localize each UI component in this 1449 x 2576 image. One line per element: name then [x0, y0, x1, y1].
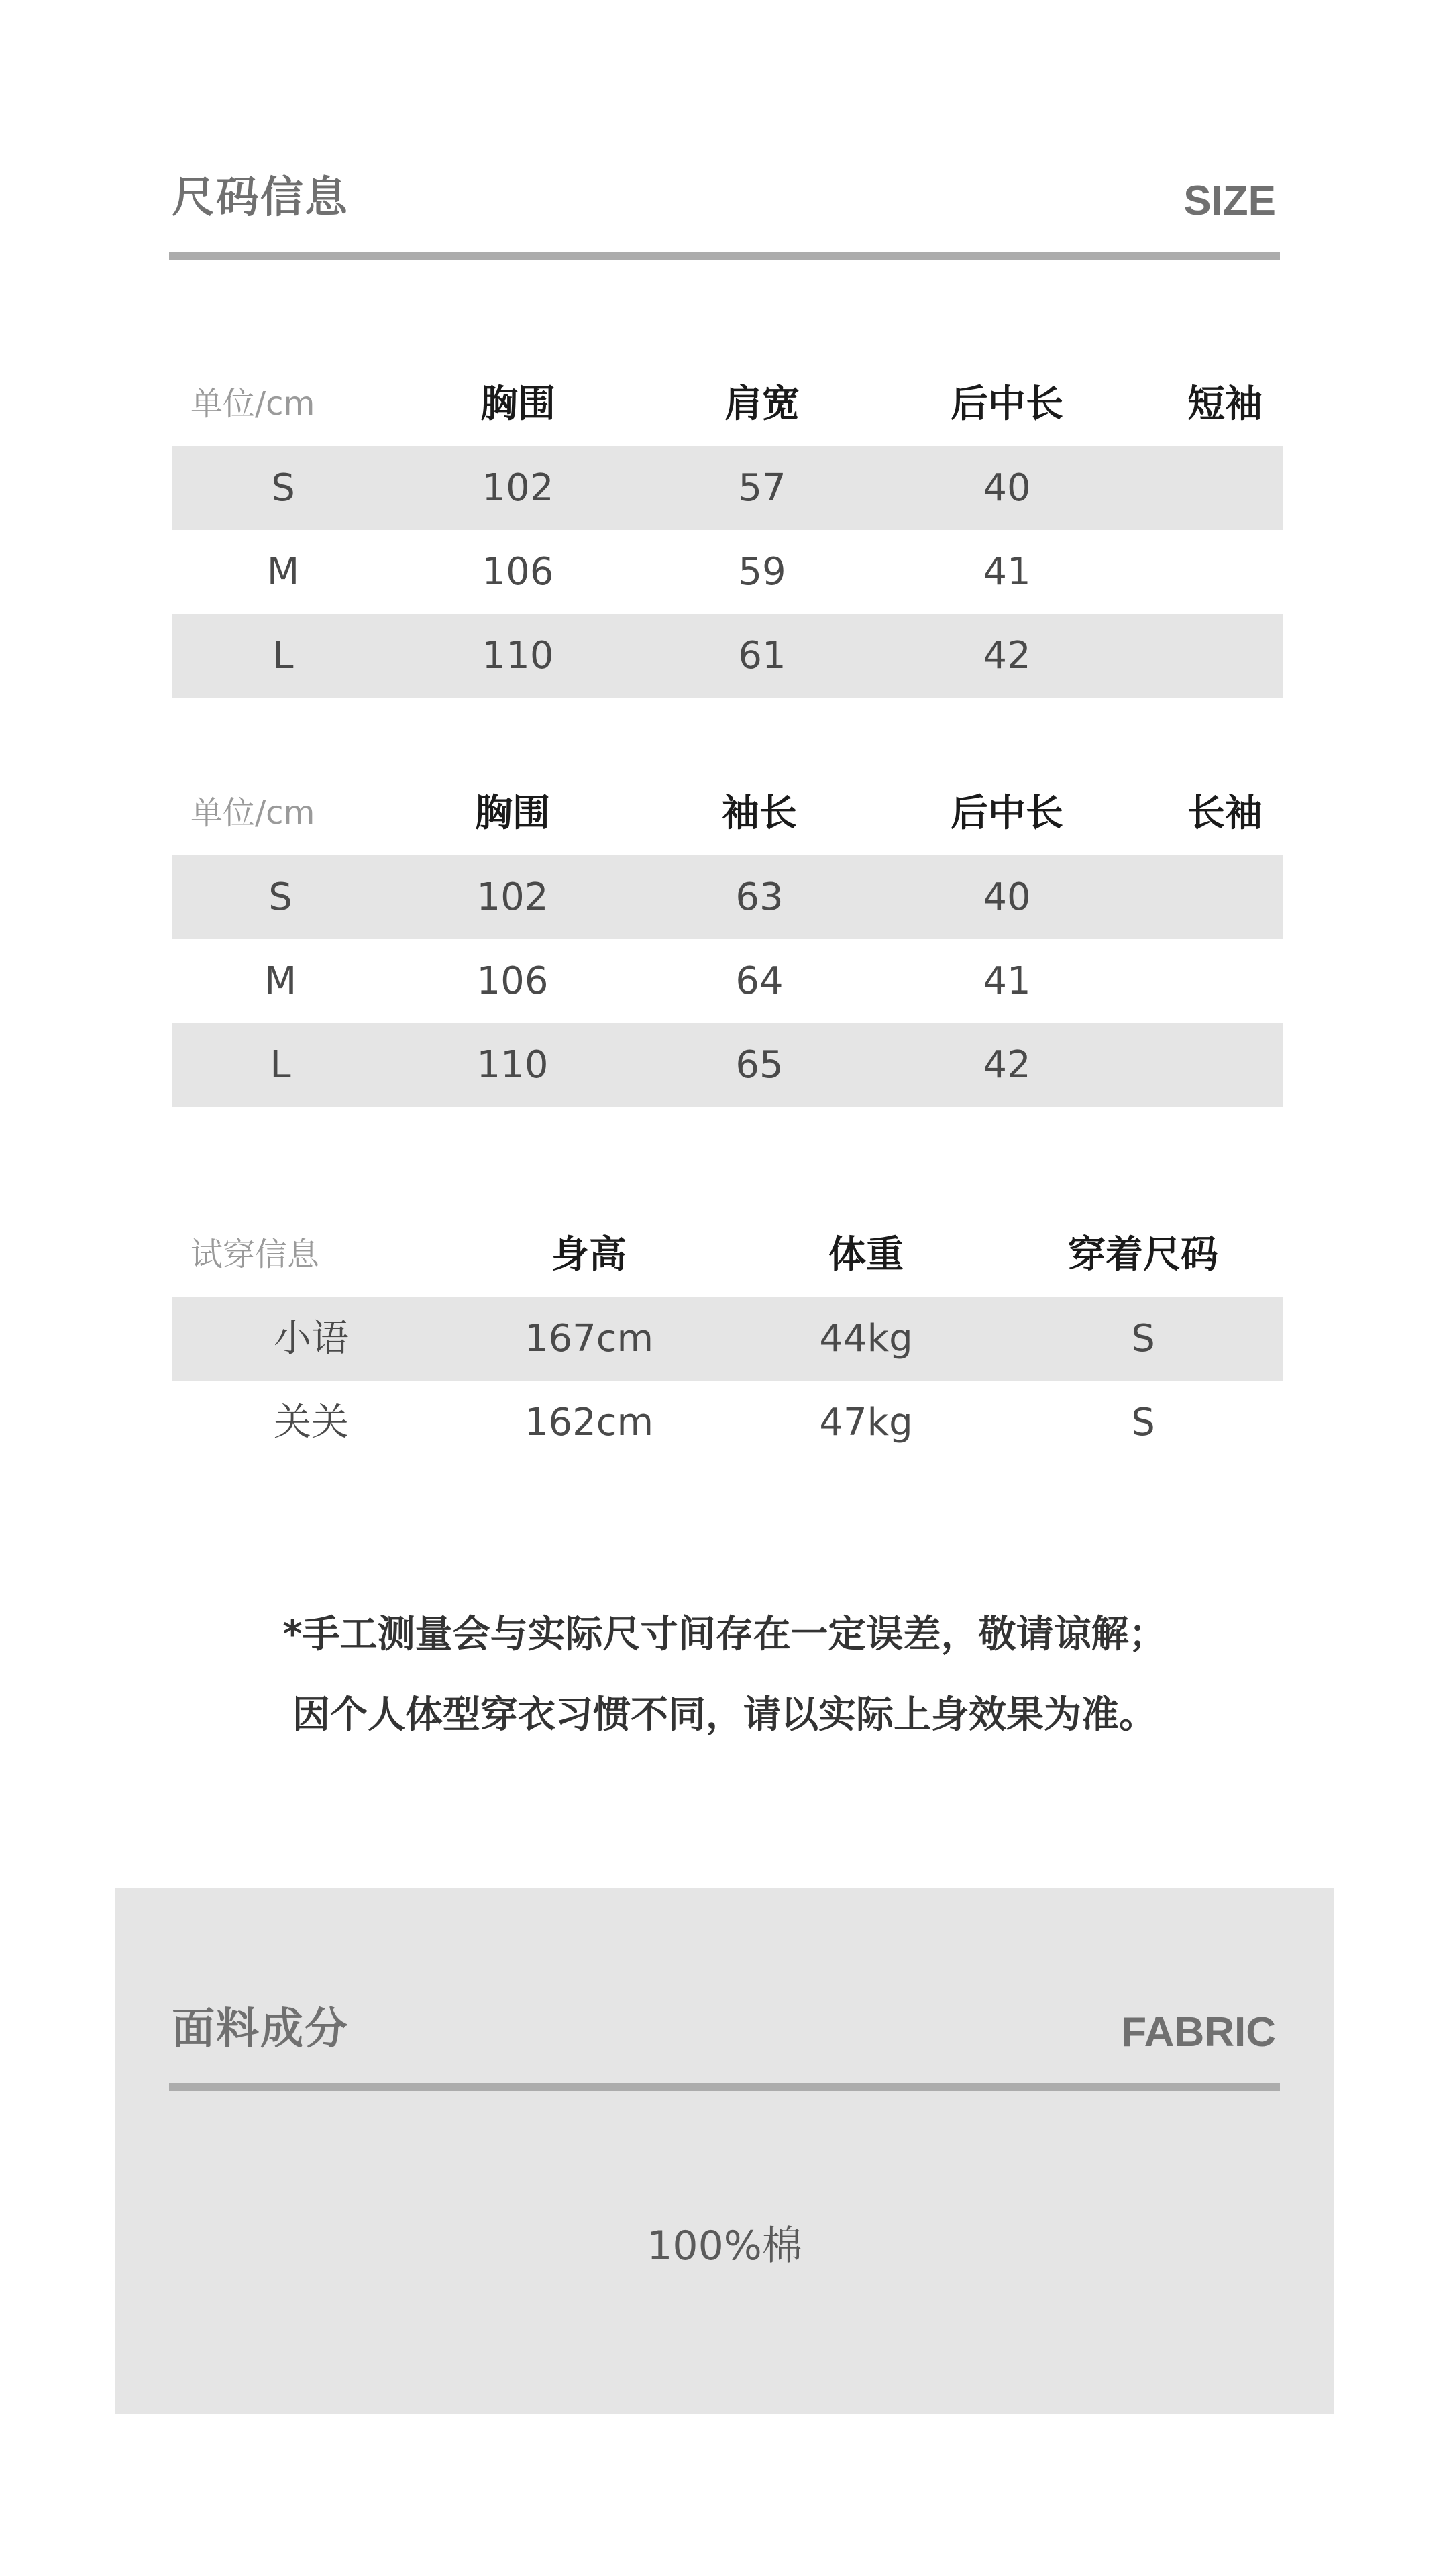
header-weight: 体重: [828, 1233, 904, 1277]
table-row: [172, 1381, 1283, 1464]
length-cell: 41: [983, 550, 1031, 594]
fabric-composition: 100%棉: [647, 2222, 802, 2269]
size-title-cn: 尺码信息: [172, 173, 349, 223]
chest-cell: 110: [476, 1043, 549, 1087]
chest-cell: 106: [476, 959, 549, 1003]
fabric-title-cn: 面料成分: [172, 2004, 349, 2054]
weight-cell: 47kg: [819, 1401, 913, 1444]
chest-cell: 110: [482, 634, 554, 678]
fitting-label: 试穿信息: [191, 1236, 320, 1273]
short-sleeve-size-table: [172, 362, 1283, 698]
table-row: [172, 530, 1283, 614]
height-cell: 162cm: [524, 1401, 654, 1444]
measurement-note-line1: *手工测量会与实际尺寸间存在一定误差，敬请谅解；: [282, 1613, 1167, 1656]
size-cell: M: [264, 959, 297, 1003]
worn-size-cell: S: [1131, 1401, 1155, 1444]
size-cell: S: [271, 466, 295, 510]
header-height: 身高: [551, 1233, 627, 1277]
table-row: [172, 1023, 1283, 1107]
sleeve-cell: 64: [735, 959, 784, 1003]
size-section-header: [169, 173, 1280, 260]
header-length: 后中长: [951, 792, 1063, 835]
table-row: [172, 939, 1283, 1023]
table-header-row: [172, 362, 1283, 446]
table-row: [172, 614, 1283, 698]
fabric-title-en: FABRIC: [1121, 2009, 1276, 2055]
long-sleeve-size-table: [172, 771, 1283, 1107]
header-shoulder: 肩宽: [724, 382, 800, 426]
unit-label: 单位/cm: [191, 794, 315, 832]
length-cell: 40: [983, 466, 1031, 510]
header-length: 后中长: [951, 382, 1063, 426]
length-cell: 40: [983, 875, 1031, 919]
measurement-note-line2: 因个人体型穿衣习惯不同，请以实际上身效果为准。: [292, 1693, 1157, 1737]
model-name-cell: 关关: [274, 1401, 349, 1444]
fabric-panel: [115, 1888, 1334, 2414]
table-header-row: [172, 1213, 1283, 1297]
header-chest: 胸围: [480, 382, 555, 426]
sleeve-cell: 63: [735, 875, 784, 919]
length-cell: 42: [983, 634, 1031, 678]
size-cell: L: [270, 1043, 291, 1087]
weight-cell: 44kg: [819, 1317, 913, 1360]
chest-cell: 102: [482, 466, 554, 510]
shoulder-cell: 61: [738, 634, 786, 678]
table-row: [172, 855, 1283, 939]
size-cell: M: [266, 550, 300, 594]
header-sleeve-type: 短袖: [1187, 382, 1263, 426]
unit-label: 单位/cm: [191, 385, 315, 423]
length-cell: 42: [983, 1043, 1031, 1087]
shoulder-cell: 59: [738, 550, 786, 594]
size-title-en: SIZE: [1183, 178, 1276, 224]
model-name-cell: 小语: [274, 1317, 349, 1360]
chest-cell: 106: [482, 550, 554, 594]
sleeve-cell: 65: [735, 1043, 784, 1087]
table-header-row: [172, 771, 1283, 855]
header-worn-size: 穿着尺码: [1068, 1233, 1218, 1277]
size-cell: L: [272, 634, 294, 678]
header-sleeve-length: 袖长: [722, 792, 797, 835]
fitting-info-table: [172, 1213, 1283, 1464]
height-cell: 167cm: [524, 1317, 654, 1360]
shoulder-cell: 57: [738, 466, 786, 510]
header-chest: 胸围: [475, 792, 550, 835]
chest-cell: 102: [476, 875, 549, 919]
table-row: [172, 446, 1283, 530]
length-cell: 41: [983, 959, 1031, 1003]
table-row: [172, 1297, 1283, 1381]
fabric-section-header: [169, 2004, 1280, 2091]
header-sleeve-type: 长袖: [1187, 792, 1263, 835]
size-cell: S: [268, 875, 292, 919]
worn-size-cell: S: [1131, 1317, 1155, 1360]
